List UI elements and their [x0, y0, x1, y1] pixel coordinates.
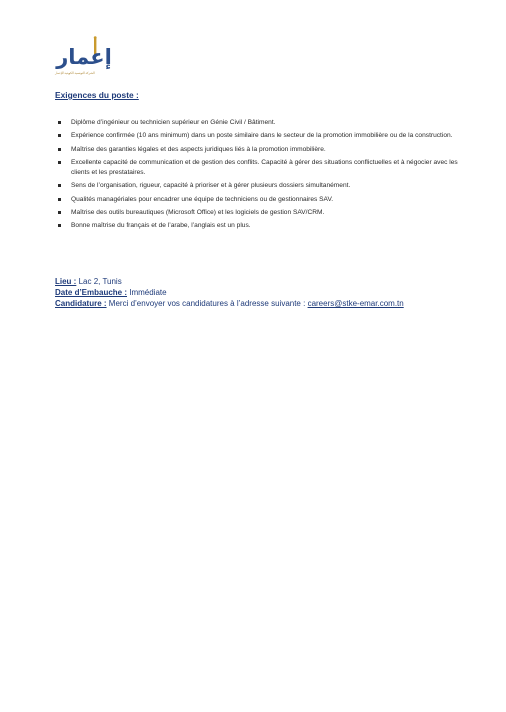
- email-link[interactable]: careers@stke-emar.com.tn: [307, 299, 404, 308]
- hire-date-label: Date d’Embauche :: [55, 288, 128, 297]
- logo-wordmark: إعمار: [56, 45, 112, 69]
- list-item: [55, 145, 460, 154]
- list-item-text: Maîtrise des garanties légales et des aspects juridiques liés à la promotion immobilière.: [71, 145, 326, 153]
- list-item: [55, 118, 460, 127]
- application-row: [55, 298, 450, 309]
- square-bullet-icon: [58, 161, 61, 164]
- list-item: [55, 158, 460, 176]
- square-bullet-icon: [58, 211, 61, 214]
- list-item: [55, 221, 460, 230]
- location-row: [55, 276, 450, 287]
- hire-date-row: [55, 287, 450, 298]
- square-bullet-icon: [58, 198, 61, 201]
- hire-date-value: Immédiate: [127, 288, 167, 297]
- company-logo: [54, 36, 114, 76]
- list-item-text: Excellente capacité de communication et de gestion des conflits. Capacité à gérer des situations conflictuelles et à négocier avec les clients et les prestataires.: [71, 159, 458, 176]
- requirements-list: [55, 118, 460, 235]
- emar-logo-icon: [54, 36, 114, 70]
- requirements-heading: Exigences du poste :: [55, 90, 139, 100]
- square-bullet-icon: [58, 148, 61, 151]
- list-item-text: Maîtrise des outils bureautiques (Microsoft Office) et les logiciels de gestion SAV/CRM.: [71, 209, 325, 216]
- square-bullet-icon: [58, 224, 61, 227]
- location-label: Lieu :: [55, 277, 77, 286]
- job-info: [55, 276, 450, 309]
- list-item: [55, 131, 460, 140]
- application-text: Merci d’envoyer vos candidatures à l’adresse suivante :: [106, 299, 308, 308]
- square-bullet-icon: [58, 134, 61, 137]
- location-value: Lac 2, Tunis: [76, 277, 122, 286]
- list-item-text: Diplôme d’ingénieur ou technicien supérieur en Génie Civil / Bâtiment.: [71, 119, 276, 126]
- logo-subtitle: الشركة التونسية الكويتية للإعمار: [55, 71, 95, 75]
- square-bullet-icon: [58, 184, 61, 187]
- list-item: [55, 208, 460, 217]
- list-item: [55, 181, 460, 190]
- list-item-text: Expérience confirmée (10 ans minimum) dans un poste similaire dans le secteur de la promotion immobilière ou de la construction.: [71, 132, 453, 140]
- list-item-text: Sens de l’organisation, rigueur, capacité à prioriser et à gérer plusieurs dossiers simultanément.: [71, 182, 351, 190]
- list-item-text: Bonne maîtrise du français et de l’arabe, l’anglais est un plus.: [71, 222, 251, 230]
- list-item: [55, 195, 460, 204]
- list-item-text: Qualités managériales pour encadrer une équipe de techniciens ou de gestionnaires SAV.: [71, 195, 334, 203]
- application-label: Candidature :: [55, 299, 107, 308]
- square-bullet-icon: [58, 121, 61, 124]
